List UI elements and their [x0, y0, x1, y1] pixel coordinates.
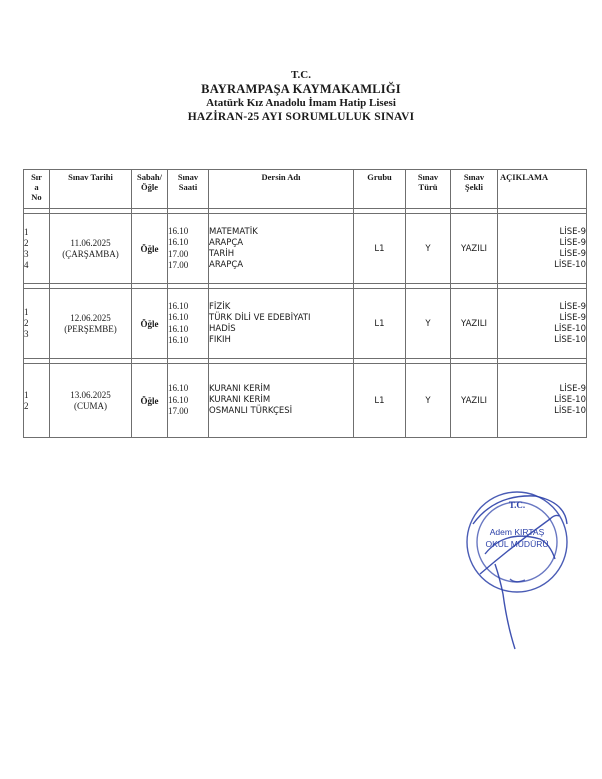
row-sira-numbers: 1 2 3 [24, 289, 50, 359]
row-notes: LİSE-9 LİSE-9 LİSE-9 LİSE-10 [498, 214, 587, 284]
stamp-seal-text: T.C. [508, 500, 526, 510]
header-grubu: Grubu [354, 170, 406, 209]
header-dersin-adi: Dersin Adı [209, 170, 354, 209]
row-exam-format: YAZILI [451, 364, 498, 438]
header-sinav-turu: Sınav Türü [406, 170, 451, 209]
row-course-names: FİZİK TÜRK DİLİ VE EDEBİYATI HADİS FIKIH [209, 289, 354, 359]
stamp-name: Adem KIRTAŞ [489, 527, 545, 537]
exam-schedule-table [23, 169, 587, 438]
header-sinav-saati: Sınav Saati [168, 170, 209, 209]
row-course-names: MATEMATİK ARAPÇA TARİH ARAPÇA [209, 214, 354, 284]
stamp-title: OKUL MÜDÜRÜ [485, 539, 549, 549]
row-exam-type: Y [406, 289, 451, 359]
row-course-names: KURANI KERİM KURANI KERİM OSMANLI TÜRKÇESİ [209, 364, 354, 438]
row-session: Öğle [132, 214, 168, 284]
row-group: L1 [354, 214, 406, 284]
row-exam-type: Y [406, 214, 451, 284]
table-row [24, 364, 587, 438]
row-exam-times: 16.10 16.10 17.00 [168, 364, 209, 438]
header-sabah-ogle: Sabah/ Öğle [132, 170, 168, 209]
row-sira-numbers: 1 2 [24, 364, 50, 438]
row-session: Öğle [132, 289, 168, 359]
header-tc: T.C. [291, 69, 311, 81]
table-row [24, 214, 587, 284]
row-group: L1 [354, 364, 406, 438]
row-exam-times: 16.10 16.10 17.00 17.00 [168, 214, 209, 284]
row-sira-numbers: 1 2 3 4 [24, 214, 50, 284]
principal-stamp-signature [455, 484, 585, 664]
row-notes: LİSE-9 LİSE-10 LİSE-10 [498, 364, 587, 438]
table-header-row [24, 170, 587, 209]
row-exam-date: 13.06.2025 (CUMA) [50, 364, 132, 438]
row-exam-date: 11.06.2025 (ÇARŞAMBA) [50, 214, 132, 284]
row-exam-format: YAZILI [451, 214, 498, 284]
row-exam-date: 12.06.2025 (PERŞEMBE) [50, 289, 132, 359]
header-sinav-sekli: Sınav Şekli [451, 170, 498, 209]
header-exam-title: HAZİRAN-25 AYI SORUMLULUK SINAVI [187, 111, 415, 123]
row-notes: LİSE-9 LİSE-9 LİSE-10 LİSE-10 [498, 289, 587, 359]
row-exam-format: YAZILI [451, 289, 498, 359]
header-aciklama: AÇIKLAMA [498, 170, 587, 209]
header-sinav-tarihi: Sınav Tarihi [50, 170, 132, 209]
stamp-seal-icon [455, 484, 585, 664]
header-sira-no: Sır a No [24, 170, 50, 209]
header-school-name: Atatürk Kız Anadolu İmam Hatip Lisesi [206, 97, 396, 109]
header-kaymakamlik: BAYRAMPAŞA KAYMAKAMLIĞI [201, 82, 401, 96]
row-group: L1 [354, 289, 406, 359]
row-session: Öğle [132, 364, 168, 438]
row-exam-type: Y [406, 364, 451, 438]
table-row [24, 289, 587, 359]
document-header [0, 68, 602, 124]
row-exam-times: 16.10 16.10 16.10 16.10 [168, 289, 209, 359]
